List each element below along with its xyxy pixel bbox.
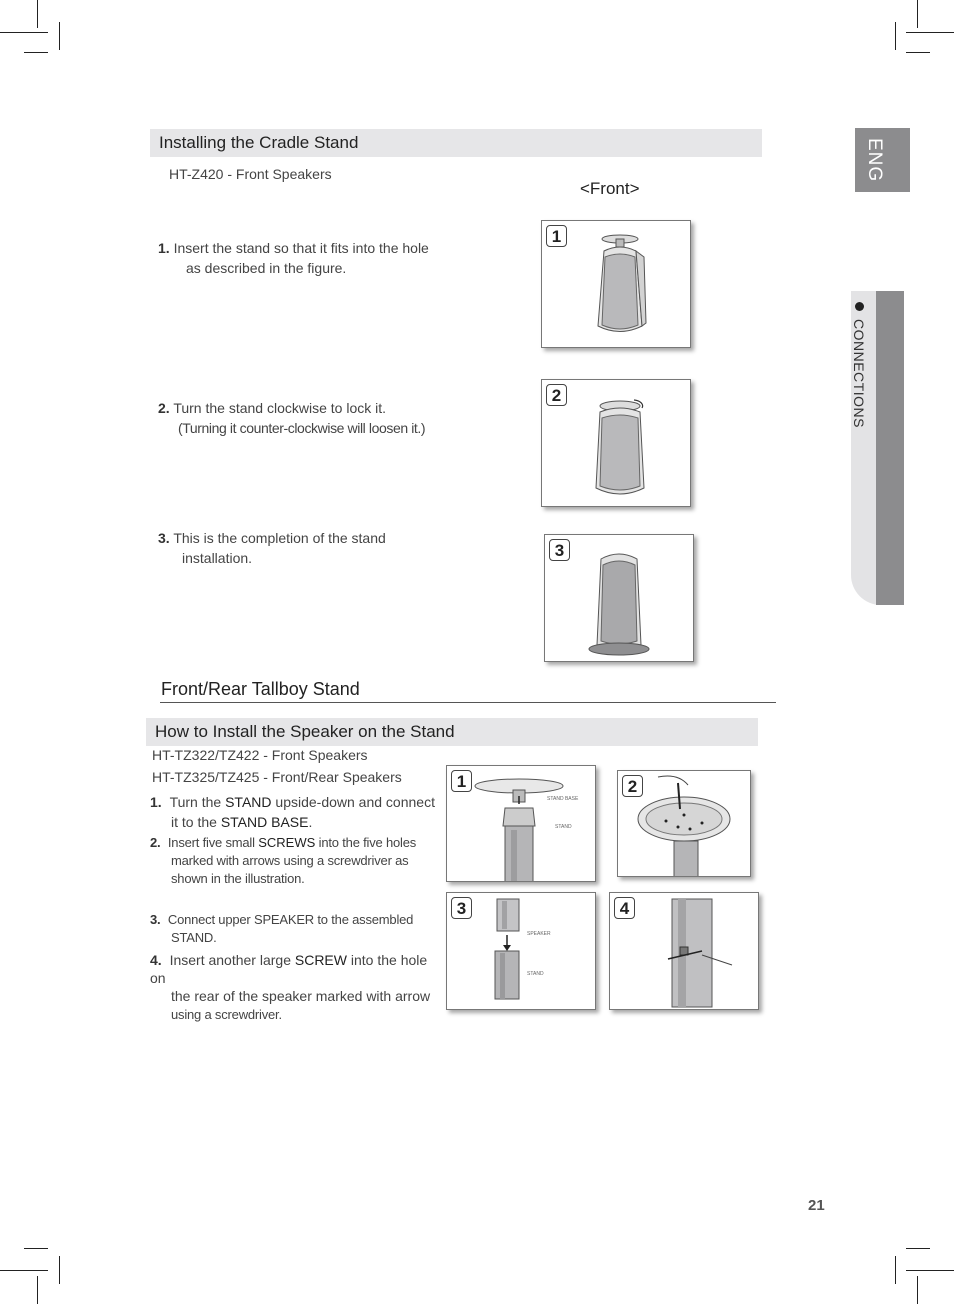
language-tab [855, 128, 910, 192]
figure-number: 2 [546, 384, 567, 406]
step-text: it to the [171, 814, 221, 830]
cradle-figure-3 [544, 534, 694, 662]
tallboy-step-1 [150, 792, 440, 832]
step-number: 2. [150, 835, 161, 850]
cradle-step-3 [158, 528, 458, 568]
crop-mark [906, 1248, 930, 1249]
crop-mark [917, 0, 918, 28]
crop-mark [24, 1248, 48, 1249]
step-text: into the hole on [150, 952, 428, 986]
section-rule [160, 702, 776, 703]
crop-mark [0, 32, 48, 33]
cradle-model: HT-Z420 - Front Speakers [169, 166, 332, 182]
tallboy-step-2 [150, 834, 440, 888]
tallboy-figure-4 [609, 892, 759, 1010]
step-number: 3. [150, 912, 161, 927]
step-keyword: STAND [225, 794, 272, 810]
language-label: ENG [864, 138, 885, 183]
tallboy-model-1: HT-TZ322/TZ422 - Front Speakers [152, 747, 368, 763]
figure-number: 1 [546, 225, 567, 247]
step-text: upside-down and connect [271, 794, 435, 810]
step-number: 3. [158, 530, 170, 546]
step-number: 1. [150, 794, 162, 810]
cradle-section-title: Installing the Cradle Stand [150, 129, 762, 157]
cradle-figure-2 [541, 379, 691, 507]
step-text: shown in the illustration. [171, 871, 305, 886]
tallboy-figure-1 [446, 765, 596, 882]
stand-label: STAND [527, 971, 544, 977]
cradle-step-2 [158, 398, 458, 438]
tallboy-step-4 [150, 951, 440, 1024]
step-number: 1. [158, 240, 170, 256]
crop-mark [917, 1276, 918, 1304]
step-text: using a screwdriver. [171, 1007, 282, 1022]
crop-mark [895, 1256, 896, 1284]
step-text: Insert the stand so that it fits into the hole [173, 240, 429, 256]
step-text: marked with arrows using a screwdriver as [171, 853, 409, 868]
tallboy-subtitle: How to Install the Speaker on the Stand [146, 718, 758, 746]
crop-mark [24, 52, 48, 53]
crop-mark [0, 1270, 48, 1271]
step-text: . [308, 814, 313, 830]
step-text: installation. [182, 550, 253, 566]
tallboy-section-title: Front/Rear Tallboy Stand [161, 679, 360, 699]
cradle-figure-1 [541, 220, 691, 348]
front-label: <Front> [580, 179, 640, 198]
section-tab [851, 291, 904, 605]
step-text: STAND. [171, 930, 217, 945]
tallboy-step-3 [150, 911, 440, 947]
step-text: Turn the stand clockwise to lock it. [173, 400, 387, 416]
section-label: CONNECTIONS [851, 319, 867, 428]
step-text: (Turning it counter-clockwise will loosen it.) [178, 420, 426, 436]
page-number: 21 [808, 1197, 825, 1214]
crop-mark [906, 32, 954, 33]
figure-number: 2 [622, 775, 643, 797]
step-number: 2. [158, 400, 170, 416]
step-text: into the five holes [315, 835, 417, 850]
step-keyword: STAND BASE [220, 814, 309, 830]
crop-mark [895, 22, 896, 50]
step-text: Insert another large [169, 952, 295, 968]
step-text: Turn the [169, 794, 226, 810]
figure-number: 3 [451, 897, 472, 919]
step-text: Connect upper SPEAKER to the assembled [167, 912, 414, 927]
crop-mark [906, 52, 930, 53]
speaker-label: SPEAKER [527, 931, 551, 937]
step-keyword: SCREWS [258, 835, 316, 850]
step-keyword: SCREW [294, 952, 347, 968]
figure-number: 3 [549, 539, 570, 561]
step-text: the rear of the speaker marked with arrow [171, 988, 431, 1004]
tallboy-figure-3 [446, 892, 596, 1010]
section-tab-dark [876, 291, 904, 605]
crop-mark [37, 0, 38, 28]
crop-mark [37, 1276, 38, 1304]
tallboy-figure-2 [617, 770, 751, 877]
figure-number: 1 [451, 770, 472, 792]
crop-mark [906, 1270, 954, 1271]
crop-mark [59, 1256, 60, 1284]
step-text: as described in the figure. [186, 260, 347, 276]
stand-label: STAND [555, 824, 572, 830]
crop-mark [59, 22, 60, 50]
step-text: This is the completion of the stand [173, 530, 386, 546]
step-text: Insert five small [167, 835, 259, 850]
bullet-icon [855, 302, 864, 311]
tallboy-model-2: HT-TZ325/TZ425 - Front/Rear Speakers [152, 769, 402, 785]
stand-base-label: STAND BASE [547, 796, 579, 802]
figure-number: 4 [614, 897, 635, 919]
cradle-step-1 [158, 238, 458, 278]
step-number: 4. [150, 952, 162, 968]
